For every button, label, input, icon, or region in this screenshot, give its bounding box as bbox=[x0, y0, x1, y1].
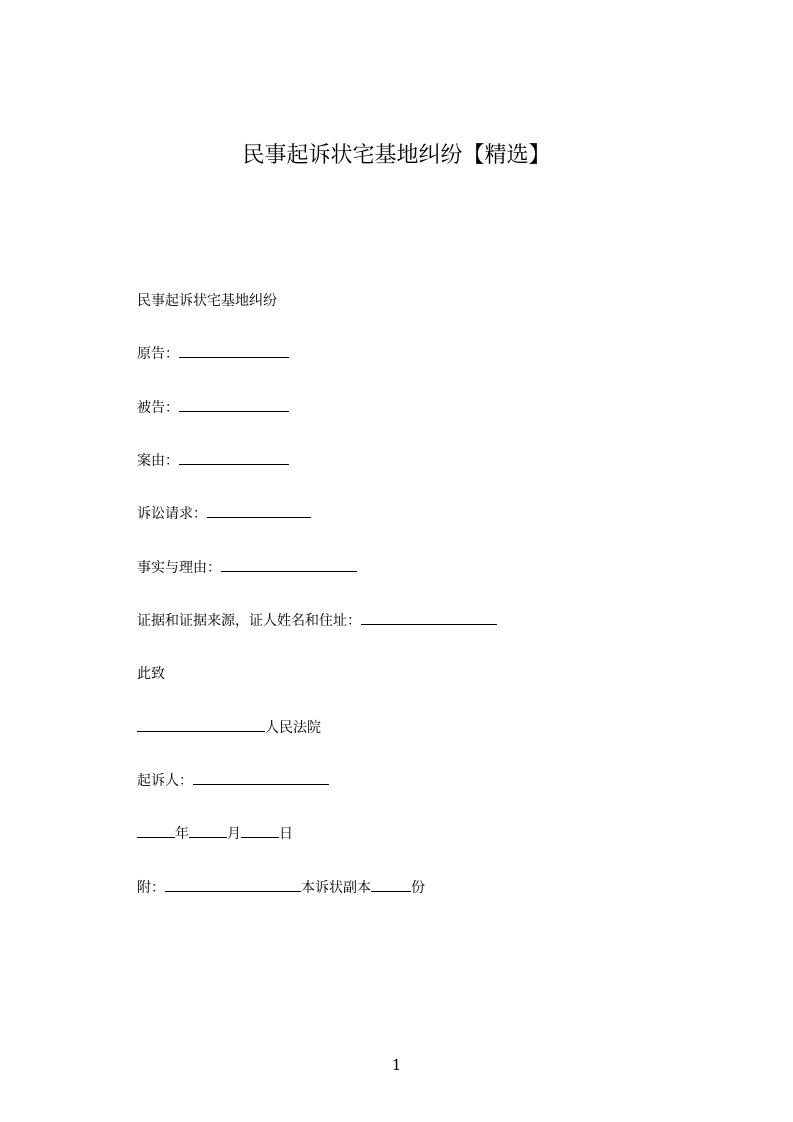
plaintiff-row bbox=[137, 343, 289, 365]
form-heading: 民事起诉状宅基地纠纷 bbox=[137, 293, 277, 309]
day-blank bbox=[241, 823, 279, 838]
plaintiff-blank bbox=[179, 343, 289, 358]
page-number: 1 bbox=[391, 1056, 402, 1074]
month-label: 月 bbox=[227, 826, 241, 842]
year-label: 年 bbox=[175, 826, 189, 842]
filer-label: 起诉人： bbox=[137, 773, 193, 789]
court-blank bbox=[137, 717, 265, 732]
facts-row bbox=[137, 557, 357, 579]
evidence-label: 证据和证据来源，证人姓名和住址： bbox=[137, 613, 361, 629]
evidence-blank bbox=[361, 610, 497, 625]
defendant-row bbox=[137, 397, 289, 419]
document-title: 民事起诉状宅基地纠纷【精选】 bbox=[242, 143, 551, 168]
evidence-row bbox=[137, 610, 497, 632]
defendant-blank bbox=[179, 397, 289, 412]
attach-blank bbox=[165, 877, 301, 892]
cause-blank bbox=[179, 450, 289, 465]
attach-unit: 份 bbox=[411, 880, 425, 896]
year-blank bbox=[137, 823, 175, 838]
copies-blank bbox=[371, 877, 411, 892]
attachment-row bbox=[137, 877, 425, 899]
facts-blank bbox=[221, 557, 357, 572]
filer-blank bbox=[193, 770, 329, 785]
court-row bbox=[137, 717, 321, 739]
filer-row bbox=[137, 770, 329, 792]
attach-label: 附： bbox=[137, 880, 165, 896]
day-label: 日 bbox=[279, 826, 293, 842]
court-suffix: 人民法院 bbox=[265, 720, 321, 736]
plaintiff-label: 原告： bbox=[137, 346, 179, 362]
month-blank bbox=[189, 823, 227, 838]
date-row bbox=[137, 823, 293, 845]
cause-label: 案由： bbox=[137, 453, 179, 469]
attach-mid: 本诉状副本 bbox=[301, 880, 371, 896]
claims-label: 诉讼请求： bbox=[137, 506, 207, 522]
salutation: 此致 bbox=[137, 666, 165, 682]
claims-blank bbox=[207, 503, 311, 518]
cause-row bbox=[137, 450, 289, 472]
facts-label: 事实与理由： bbox=[137, 560, 221, 576]
defendant-label: 被告： bbox=[137, 400, 179, 416]
claims-row bbox=[137, 503, 311, 525]
